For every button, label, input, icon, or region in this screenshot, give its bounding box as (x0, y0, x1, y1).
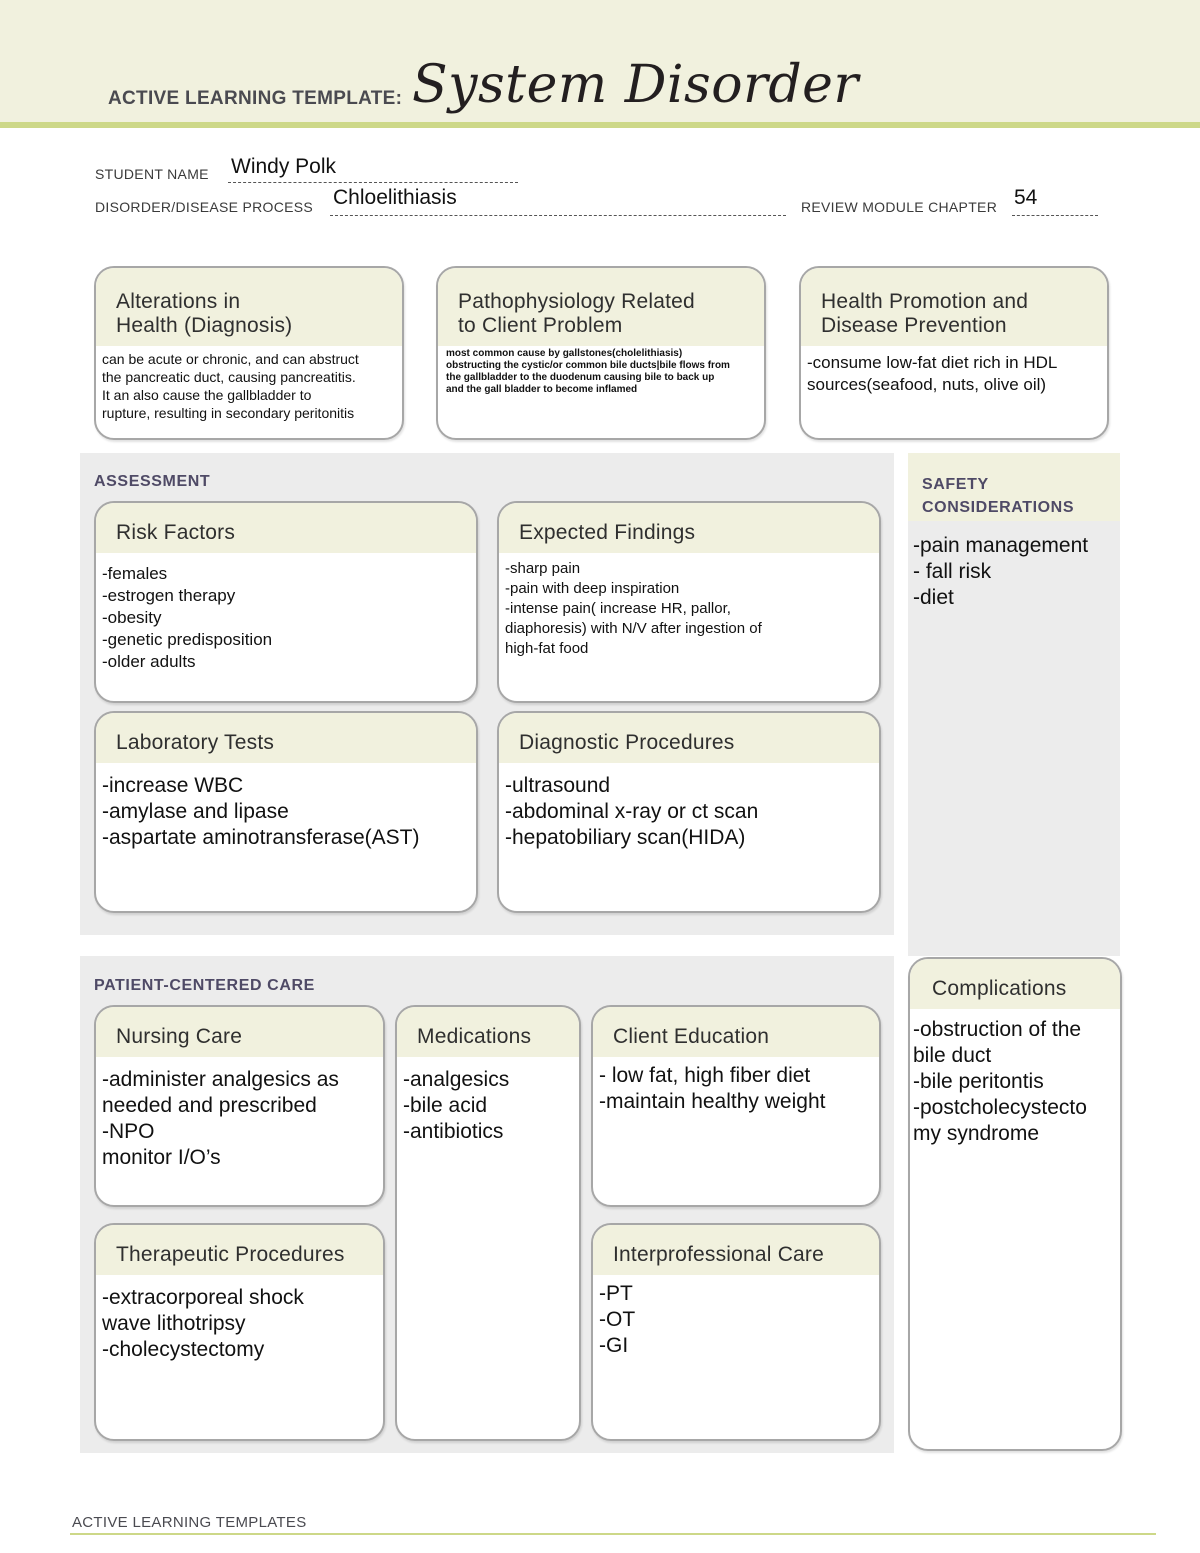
health-promotion-body[interactable]: -consume low-fat diet rich in HDL sources(seafood, nuts, olive oil) (807, 353, 1058, 394)
laboratory-tests-body[interactable]: -increase WBC -amylase and lipase -aspartate aminotransferase(AST) (102, 774, 420, 849)
pathophysiology-title: Pathophysiology Related to Client Problem (438, 268, 764, 346)
expected-findings-box (497, 501, 881, 703)
complications-body[interactable]: -obstruction of the bile duct -bile peritontis -postcholecystecto my syndrome (913, 1018, 1087, 1145)
disorder-label: DISORDER/DISEASE PROCESS (95, 199, 314, 215)
interprofessional-care-title: Interprofessional Care (593, 1225, 879, 1275)
safety-heading: SAFETY CONSIDERATIONS (922, 476, 1075, 516)
student-name-label: STUDENT NAME (95, 166, 209, 182)
laboratory-tests-title: Laboratory Tests (96, 713, 476, 763)
pathophysiology-body[interactable]: most common cause by gallstones(cholelithiasis) obstructing the cystic/or common bile ducts|bile flows from the gallbladder to the duodenum causing bile to back up and the gall bladder to become inflamed (446, 348, 730, 395)
student-name-value: Windy Polk (231, 155, 337, 178)
chapter-value: 54 (1014, 186, 1038, 209)
interprofessional-care-box (591, 1223, 881, 1441)
nursing-care-title: Nursing Care (96, 1007, 383, 1057)
footer-divider (70, 1533, 1156, 1535)
nursing-care-body[interactable]: -administer analgesics as needed and prescribed -NPO monitor I/O’s (102, 1068, 339, 1169)
diagnostic-procedures-title: Diagnostic Procedures (499, 713, 879, 763)
interprofessional-care-body[interactable]: -PT -OT -GI (599, 1282, 636, 1357)
client-education-box (591, 1005, 881, 1207)
alterations-title: Alterations in Health (Diagnosis) (96, 268, 402, 346)
chapter-label: REVIEW MODULE CHAPTER (801, 199, 998, 215)
complications-box (908, 957, 1122, 1451)
safety-body[interactable]: -pain management - fall risk -diet (913, 534, 1089, 609)
alterations-body[interactable]: can be acute or chronic, and can abstruct the pancreatic duct, causing pancreatitis. It an also cause the gallbladder to rupture, resulting in secondary peritonitis (102, 351, 359, 421)
client-education-body[interactable]: - low fat, high fiber diet -maintain healthy weight (599, 1064, 826, 1113)
medications-title: Medications (397, 1007, 579, 1057)
template-label: ACTIVE LEARNING TEMPLATE: (108, 88, 403, 109)
health-promotion-box (799, 266, 1109, 440)
client-education-title: Client Education (593, 1007, 879, 1057)
footer-label: ACTIVE LEARNING TEMPLATES (72, 1514, 307, 1531)
therapeutic-procedures-title: Therapeutic Procedures (96, 1225, 383, 1275)
medications-body[interactable]: -analgesics -bile acid -antibiotics (403, 1068, 510, 1143)
pathophysiology-box (436, 266, 766, 440)
nursing-care-box (94, 1005, 385, 1207)
diagnostic-procedures-body[interactable]: -ultrasound -abdominal x-ray or ct scan -hepatobiliary scan(HIDA) (505, 774, 759, 849)
risk-factors-box (94, 501, 478, 703)
risk-factors-title: Risk Factors (96, 503, 476, 553)
page-title: System Disorder (412, 55, 859, 115)
diagnostic-procedures-box (497, 711, 881, 913)
safety-section (908, 453, 1120, 956)
complications-title: Complications (910, 959, 1120, 1009)
expected-findings-body[interactable]: -sharp pain -pain with deep inspiration -intense pain( increase HR, pallor, diaphoresis) with N/V after ingestion of high-fat food (505, 560, 762, 657)
medications-box (395, 1005, 581, 1441)
laboratory-tests-box (94, 711, 478, 913)
expected-findings-title: Expected Findings (499, 503, 879, 553)
alterations-box (94, 266, 404, 440)
therapeutic-procedures-body[interactable]: -extracorporeal shock wave lithotripsy -cholecystectomy (102, 1286, 304, 1361)
health-promotion-title: Health Promotion and Disease Prevention (801, 268, 1107, 346)
header-divider (0, 122, 1200, 128)
risk-factors-body[interactable]: -females -estrogen therapy -obesity -genetic predisposition -older adults (102, 564, 273, 671)
disorder-value: Chloelithiasis (333, 186, 457, 209)
assessment-heading: ASSESSMENT (94, 473, 211, 490)
patient-centered-care-heading: PATIENT-CENTERED CARE (94, 977, 315, 994)
therapeutic-procedures-box (94, 1223, 385, 1441)
